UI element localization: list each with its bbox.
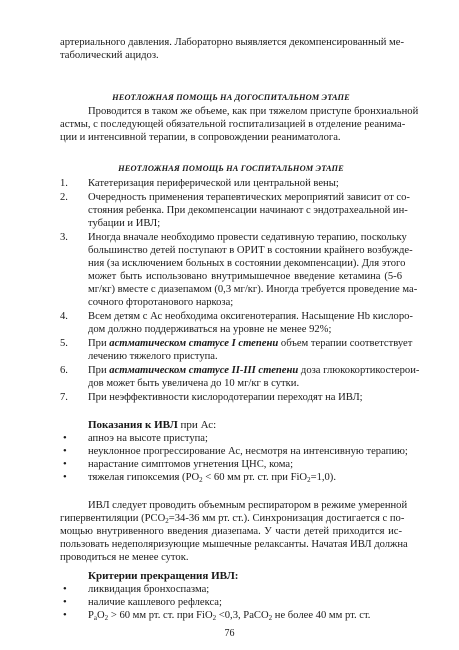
prehospital-line-3: ции и интенсивной терапии, в сопровождении реаниматолога. (60, 132, 341, 143)
subscript: 2 (104, 614, 109, 622)
list-item (88, 610, 402, 622)
intro-line-2: таболический ацидоз. (60, 50, 159, 61)
list-item: лечению тяжелого приступа. (88, 351, 218, 362)
subscript: 2 (307, 476, 311, 484)
list-item (88, 338, 413, 350)
text-fragment: > 60 мм рт. ст. при FiO (108, 610, 213, 621)
list-item: При неэффективности кислородотерапии переходят на ИВЛ; (88, 392, 363, 403)
list-item: стояния ребенка. При декомпенсации начинают с эндотрахеальной ин- (88, 205, 408, 216)
ventilation-line-3: мощью внутривенного введения диазепама. У части детей приходится ис- (60, 526, 402, 537)
text-fragment: O (97, 610, 105, 621)
list-item: наличие кашлевого рефлекса; (88, 597, 222, 608)
bullet: • (63, 433, 67, 444)
bullet: • (63, 472, 67, 483)
ventilation-line-5: проводиться не менее суток. (60, 552, 189, 563)
text-fragment: < 60 мм рт. ст. при FiO (202, 472, 308, 483)
text-fragment: тяжелая гипоксемия (PO (88, 472, 200, 483)
prehospital-line-2: астмы, с последующей обязательной госпитализацией в отделение реанима- (60, 119, 406, 130)
list-item: ликвидация бронхоспазма; (88, 584, 210, 595)
bullet: • (63, 610, 67, 621)
ventilation-line-2 (60, 513, 405, 525)
list-item: дом должно поддерживаться на уровне не менее 92%; (88, 324, 332, 335)
ventilation-line-1: ИВЛ следует проводить объемным респиратором в режиме умеренной (88, 500, 408, 511)
subscript: 2 (212, 614, 217, 622)
list-item: Всем детям с Ас необходима оксигенотерапия. Насыщение Hb кислоро- (88, 311, 413, 322)
bullet: • (63, 597, 67, 608)
list-item: может быть использовано внутримышечное введение кетамина (5-6 (88, 271, 402, 282)
subscript: 2 (268, 614, 273, 622)
list-item: Очередность применения терапевтических мероприятий зависит от со- (88, 192, 410, 203)
list-item (88, 472, 402, 484)
indications-title-rest: при Ас: (177, 419, 217, 431)
bullet: • (63, 459, 67, 470)
item-rest: объем терапии соответствует (278, 338, 413, 349)
list-item: нарастание симптомов угнетения ЦНС, кома; (88, 459, 294, 470)
bullet: • (63, 584, 67, 595)
subscript: 2 (165, 517, 169, 525)
list-item: неуклонное прогрессирование Ас, несмотря на интенсивную терапию; (88, 446, 408, 457)
text-fragment: <0,3, PaCO (216, 610, 269, 621)
text-fragment: гипервентиляции (PCO (60, 513, 166, 524)
prehospital-heading: НЕОТЛОЖНАЯ ПОМОЩЬ НА ДОГОСПИТАЛЬНОМ ЭТАПЕ (112, 93, 350, 102)
subscript: a (93, 614, 98, 622)
list-item: Катетеризация периферической или центральной вены; (88, 178, 339, 189)
indications-title (88, 419, 216, 432)
emphasis: астматическом статусе I степени (109, 338, 279, 349)
emphasis: астматическом статусе II-III степени (109, 365, 299, 376)
item-rest: доза глюкокортикостерои- (298, 365, 420, 376)
indications-title-bold: Показания к ИВЛ (88, 419, 178, 431)
text-fragment: не более 40 мм рт. ст. (272, 610, 371, 621)
hospital-heading: НЕОТЛОЖНАЯ ПОМОЩЬ НА ГОСПИТАЛЬНОМ ЭТАПЕ (118, 164, 344, 173)
item-number: 7. (60, 392, 68, 403)
text-fragment: P (88, 610, 94, 621)
page-number: 76 (224, 628, 235, 639)
item-number: 3. (60, 232, 68, 243)
criteria-title: Критерии прекращения ИВЛ: (88, 570, 239, 582)
list-item: Иногда вначале необходимо провести седативную терапию, поскольку (88, 232, 407, 243)
list-item: тубации и ИВЛ; (88, 218, 161, 229)
bullet: • (63, 446, 67, 457)
list-item: сочного фторотанового наркоза; (88, 297, 234, 308)
text-fragment: =34-36 мм рт. ст.). Синхронизация достигается с по- (168, 513, 405, 524)
item-number: 6. (60, 365, 68, 376)
item-prefix: При (88, 338, 110, 349)
item-number: 5. (60, 338, 68, 349)
list-item: дов может быть увеличена до 10 мг/кг в сутки. (88, 378, 300, 389)
list-item (88, 365, 420, 377)
text-fragment: =1,0). (310, 472, 336, 483)
list-item: мг/кг) вместе с диазепамом (0,3 мг/кг). Иногда требуется проведение ма- (88, 284, 418, 295)
item-number: 2. (60, 192, 68, 203)
ventilation-line-4: пользовать недеполяризующие мышечные релаксанты. Начатая ИВЛ должна (60, 539, 408, 550)
list-item: ния (за исключением больных в состоянии декомпенсации). Для этого (88, 258, 406, 269)
item-number: 1. (60, 178, 68, 189)
prehospital-line-1: Проводится в таком же объеме, как при тяжелом приступе бронхиальной (88, 106, 419, 117)
intro-line-1: артериального давления. Лабораторно выявляется декомпенсированный ме- (60, 37, 404, 48)
item-number: 4. (60, 311, 68, 322)
list-item: большинство детей поступают в ОРИТ в состоянии крайнего возбужде- (88, 245, 413, 256)
subscript: 2 (199, 476, 203, 484)
list-item: апноэ на высоте приступа; (88, 433, 208, 444)
item-prefix: При (88, 365, 110, 376)
